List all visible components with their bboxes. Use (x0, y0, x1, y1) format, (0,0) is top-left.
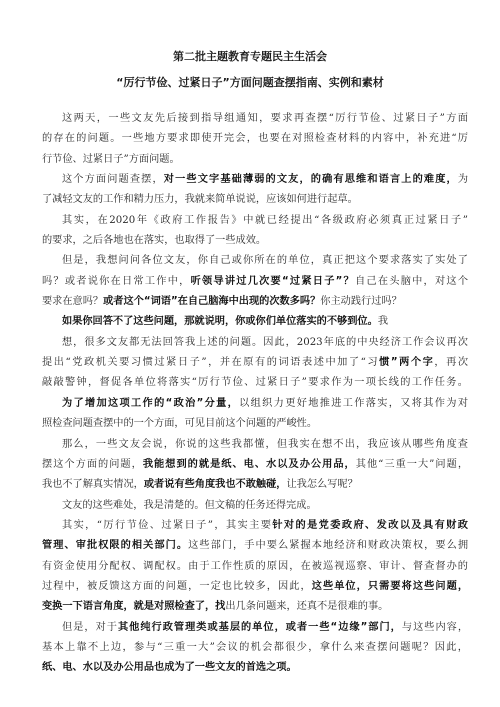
text-line (42, 638, 468, 658)
text-segment: 那么，一些文友会说，你说的这些我都懂，但我实在想不出，我应该从哪些角度查 (62, 438, 468, 450)
text-segment: 为 (457, 174, 468, 186)
text-line (42, 516, 468, 536)
text-line (42, 353, 468, 373)
text-segment: 以组织力更好地推进工作落实，又将其作为对 (239, 397, 468, 409)
document-body (42, 109, 468, 679)
text-segment: 吗？或者说你在日常工作中， (42, 275, 191, 287)
text-line (42, 312, 468, 332)
text-line (42, 577, 468, 597)
text-segment: 照检查问题查摆中的一个方面，可见目前这个问题的严峻性。 (42, 418, 318, 430)
bold-text: 听领导讲过几次要“过紧日子”？ (190, 275, 355, 287)
text-line (42, 190, 468, 210)
text-line (42, 435, 468, 455)
bold-text: 针对的是党委政府、发改以及具有财政 (272, 519, 468, 531)
text-line (42, 150, 468, 170)
text-line (42, 536, 468, 556)
text-line (42, 496, 468, 516)
bold-text: 如果你回答不了这些问题，那就说明，你或你们单位落实的不够到位。 (62, 316, 378, 328)
text-segment: 出几条问题来，还真不是很难的事。 (225, 601, 389, 613)
text-segment: 让我怎么写呢？ (286, 479, 358, 491)
text-line (42, 475, 468, 495)
text-segment: 其实，在2020年《政府工作报告》中就已经提出“各级政府必须真正过紧日子” (62, 214, 468, 226)
text-segment: 基本上靠不上边，参与“三重一大”会议的机会都很少，拿什么来查摆问题呢？因此， (42, 641, 468, 653)
text-segment: 我也不了解真实情况， (42, 479, 144, 491)
text-segment: 你主动践行过吗？ (320, 296, 402, 308)
text-segment: ，再次 (434, 357, 468, 369)
text-segment: 行节俭、过紧日子”方面问题。 (42, 153, 180, 165)
bold-text: 或者说有些角度我也不敢触碰， (143, 479, 287, 491)
text-line (42, 455, 468, 475)
text-segment: 敲敲警钟，督促各单位将落实“厉行节俭、过紧日子”要求作为一项长线的工作任务。 (42, 377, 468, 389)
text-segment: 这些部门，手中要么紧握本地经济和财政决策权，要么拥 (188, 540, 468, 552)
text-segment: 提出“党政机关要习惯过紧日子”，并在原有的词语表述中加了“习 (42, 357, 380, 369)
bold-text: 变换一下语言角度，就是对照检查了，找 (42, 601, 226, 613)
bold-text: 或者这个“词语”在自己脑海中出现的次数多吗？ (103, 296, 321, 308)
text-line (42, 333, 468, 353)
text-segment: 但是，我想问问各位文友，你自己或你所在的单位，真正把这个要求落实了实处了 (62, 255, 468, 267)
text-line (42, 373, 468, 393)
text-segment: 了减轻文友的工作和精力压力，我就来简单说说，应该如何进行起草。 (42, 194, 358, 206)
document-title: 第二批主题教育专题民主生活会 (173, 50, 327, 63)
text-segment: 其他“三重一大”问题， (355, 458, 468, 470)
bold-text: 管理、审批权限的相关部门。 (42, 540, 189, 552)
bold-text: 这些单位，只需要将这些问题， (311, 580, 468, 592)
text-line (42, 129, 468, 149)
text-segment: 文友的这些难处，我是清楚的。但文稿的任务还得完成。 (62, 499, 317, 511)
text-line (42, 292, 468, 312)
text-segment: 但是，对于 (62, 621, 118, 633)
text-segment: 过程中，被反馈这方面的问题，一定也比较多，因此， (42, 580, 312, 592)
bold-text: 为了增加这项工作的“政治”分量， (62, 397, 240, 409)
text-segment: 与这些内容， (401, 621, 468, 633)
text-line (42, 109, 468, 129)
text-line (42, 557, 468, 577)
text-segment: 这个方面问题查摆， (62, 174, 164, 186)
text-line (42, 251, 468, 271)
bold-text: 我能想到的就是纸、电、水以及办公用品， (142, 458, 356, 470)
text-line (42, 211, 468, 231)
text-segment: 有资金使用分配权、调配权。由于工作性质的原因，在被巡视巡察、审计、督查督办的 (42, 560, 468, 572)
bold-text: 纸、电、水以及办公用品也成为了一些文友的首选之项。 (42, 662, 297, 674)
text-segment: 摆这个方面的问题， (42, 458, 143, 470)
text-line (42, 231, 468, 251)
text-segment: 我 (377, 316, 388, 328)
text-segment: 要求在意吗？ (42, 296, 104, 308)
text-segment: 想，很多文友都无法回答我上述的问题。因此，2023年底的中央经济工作会议再次 (62, 336, 468, 348)
text-line (42, 414, 468, 434)
text-line (42, 618, 468, 638)
bold-text: 其他纯行政管理类或基层的单位，或者一些“边缘”部门， (117, 621, 402, 633)
text-line (42, 658, 468, 678)
text-segment: 自己在头脑中，对这个 (354, 275, 468, 287)
bold-text: 惯”两个字 (379, 357, 435, 369)
text-line (42, 597, 468, 617)
text-segment: 其实，“厉行节俭、过紧日子”，其实主要 (62, 519, 273, 531)
text-segment: 这两天，一些文友先后接到指导组通知，要求再查摆“厉行节俭、过紧日子”方面 (62, 113, 468, 124)
text-line (42, 170, 468, 190)
bold-text: 对一些文字基础薄弱的文友，的确有思维和语言上的难度， (163, 174, 458, 186)
text-line (42, 394, 468, 414)
text-segment: 的存在的问题。一些地方要求即使开完会，也要在对照检查材料的内容中，补充进“厉 (42, 133, 468, 145)
text-segment: 的要求，之后各地也在落实，也取得了一些成效。 (42, 235, 267, 247)
document-subtitle: “厉行节俭、过紧日子”方面问题查摆指南、实例和素材 (116, 76, 384, 89)
text-line (42, 272, 468, 292)
